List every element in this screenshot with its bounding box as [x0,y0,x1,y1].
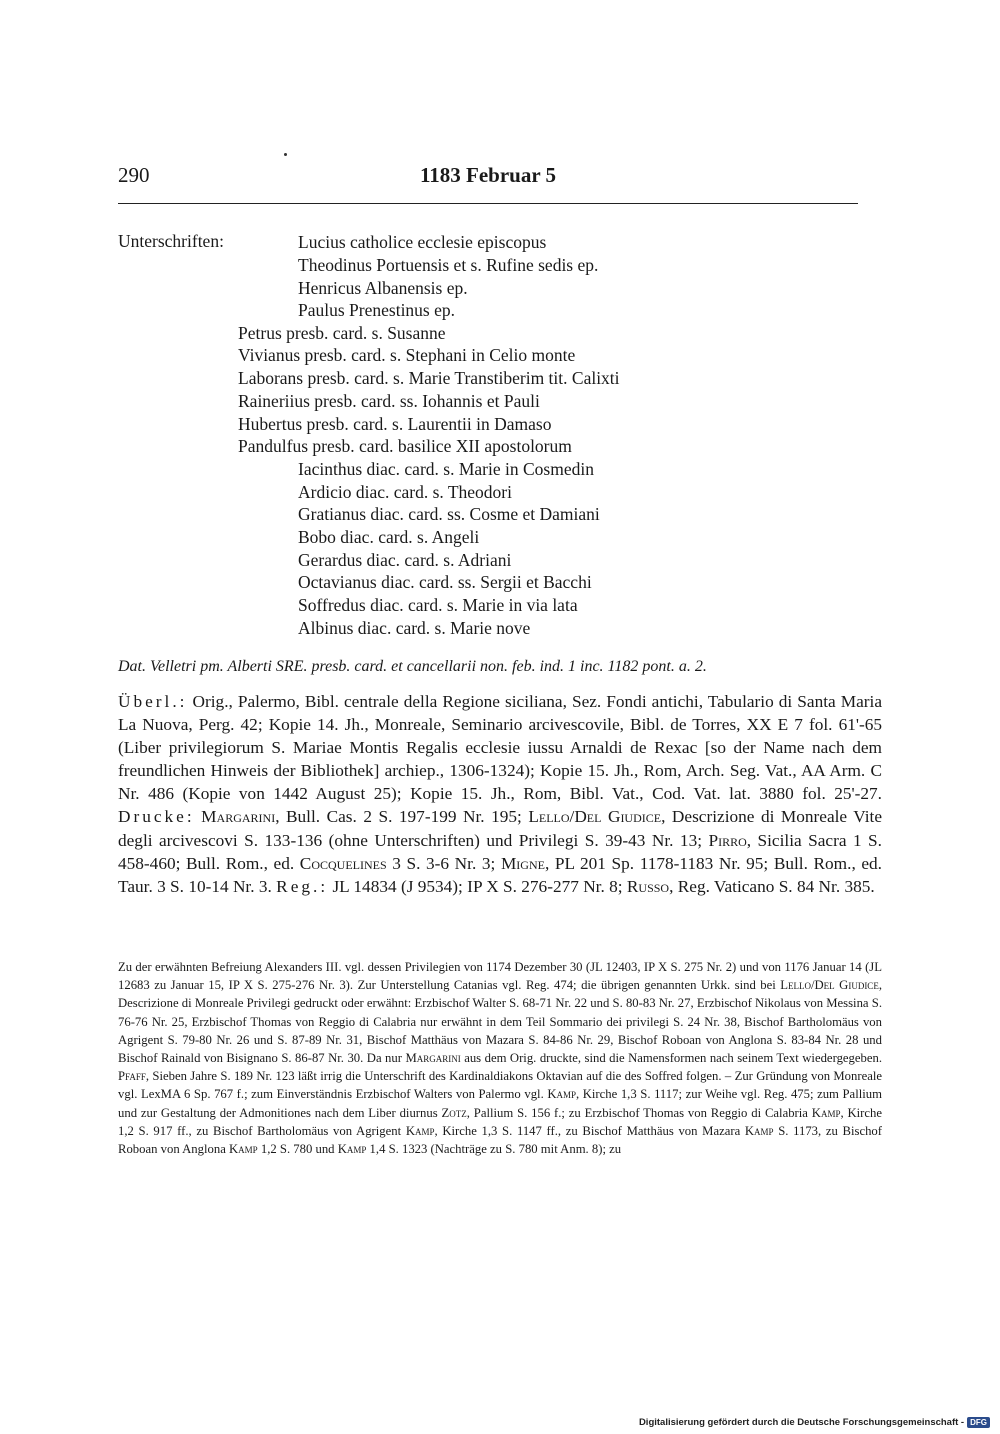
author-name: Cocquelines [299,853,387,873]
signature-line: Paulus Prenestinus ep. [298,300,456,320]
author-name: Zotz [441,1105,467,1120]
author-name: Kamp [405,1123,435,1138]
funding-footer [639,1417,990,1428]
signature-line: Albinus diac. card. s. Marie nove [298,618,531,638]
author-name: Kamp [744,1123,774,1138]
author-name: Kamp [337,1142,367,1157]
footer-text: Digitalisierung gefördert durch die Deutsche Forschungsgemeinschaft - [638,1417,965,1428]
text-run: , Sieben Jahre S. 189 Nr. 123 läßt irrig die Unterschrift des Kardinaldiakons Oktavian auf die des Soffred folgen. – Zur Gründung von Monreale vgl. LexMA 6 Sp. 767 f.; zum Einverständnis Erzbischof Walters von Palermo vgl. [118,1069,882,1102]
signature-line: Henricus Albanensis ep. [298,278,468,298]
author-name: Lello/Del Giudice [528,807,662,827]
author-name: Kamp [811,1105,841,1120]
ueberl-label: Überl.: [118,692,188,711]
signature-line: Gratianus diac. card. ss. Cosme et Damiani [298,504,600,524]
text-run: , PL 201 Sp. 1178-1183 Nr. 95; Bull. Rom., ed. Taur. 3 S. 10-14 Nr. 3. [118,853,882,896]
author-name: Pfaff [118,1069,146,1084]
text-run: , Kirche 1,2 S. 917 ff., zu Bischof Bartholomäus von Agrigent [118,1105,882,1138]
text-run: , Kirche 1,3 S. 1117; zur Weihe vgl. Reg. 475; zum Pallium und zur Gestaltung der Admonitiones nach dem Liber diurnus [118,1087,882,1120]
signature-line: Soffredus diac. card. s. Marie in via lata [298,595,578,615]
signature-line: Octavianus diac. card. ss. Sergii et Bacchi [298,572,592,592]
signature-line: Pandulfus presb. card. basilice XII apostolorum [238,436,572,456]
text-run: , Bull. Cas. 2 S. 197-199 Nr. 195; [275,807,529,827]
page-header [118,163,858,204]
text-run: JL 14834 (J 9534); IP X S. 276-277 Nr. 8; [328,876,627,896]
signature-line: Raineriius presb. card. ss. Iohannis et Pauli [238,391,540,411]
signature-line: Laborans presb. card. s. Marie Transtiberim tit. Calixti [238,368,620,388]
page-title: 1183 Februar 5 [419,163,557,187]
text-run: S. 1173, zu Bischof Roboan von Anglona [118,1123,882,1157]
text-run: aus dem Orig. druckte, sind die Namensformen nach seinem Text wiedergegeben. [460,1051,883,1066]
text-run: , Kirche 1,3 S. 1147 ff., zu Bischof Matthäus von Mazara [434,1123,745,1138]
author-name: Kamp [229,1142,258,1157]
text-run: , Sicilia Sacra 1 S. 458-460; Bull. Rom., ed. [118,830,882,873]
author-name: Russo [626,876,670,896]
commentary-note [118,958,882,1158]
signature-line: Iacinthus diac. card. s. Marie in Cosmedin [298,459,594,479]
author-name: Kamp [547,1087,576,1102]
text-run: 1,2 S. 780 und [257,1142,338,1157]
dfg-logo: DFG [967,1417,990,1428]
text-run: Orig., Palermo, Bibl. centrale della Regione siciliana, Sez. Fondi antichi, Tabulario di Santa Maria La Nuova, Perg. 42; Kopie 14. Jh., Monreale, Seminario arcivescovile, Bibl. de Torres, XX E 7 fol. 61'-65 (Liber privilegiorum S. Mariae Montis Regalis ecclesie iussu Arnaldi de Rexac [so der Name nach dem freundlichen Hinweis der Bibliothek] archiep., 1306-1324); Kopie 15. Jh., Rom, Arch. Seg. Vat., AA Arm. C Nr. 486 (Kopie von 1442 August 25); Kopie 15. Jh., Rom, Bibl. Vat., Cod. Vat. lat. 3880 fol. 25'-27. [118,692,882,804]
text-run: , Pallium S. 156 f.; zu Erzbischof Thomas von Reggio di Calabria [466,1105,812,1120]
signature-line: Petrus presb. card. s. Susanne [238,323,446,343]
text-run: Zu der erwähnten Befreiung Alexanders III. vgl. dessen Privilegien von 1174 Dezember 30 (JL 12403, IP X S. 275 Nr. 2) und von 1176 Januar 14 (JL 12683 zu Januar 15, IP X S. 275-276 Nr. 3). Zur Unterstellung Catanias vgl. Reg. 474; die übrigen genannten Urkk. sind bei [118,960,882,993]
text-run: , Descrizione di Monreale Vite degli arcivescovi S. 133-136 (ohne Unterschriften) und Privilegi S. 39-43 Nr. 13; [118,807,882,850]
text-run: 1,4 S. 1323 (Nachträge zu S. 780 mit Anm. 8); zu [366,1142,622,1157]
author-name: Lello/Del Giudice [780,978,879,993]
dating-clause: Dat. Velletri pm. Alberti SRE. presb. card. et cancellarii non. feb. ind. 1 inc. 1182 pont. a. 2. [118,658,707,675]
signature-line: Vivianus presb. card. s. Stephani in Celio monte [238,345,576,365]
text-run: 3 S. 3-6 Nr. 3; [386,853,501,873]
scan-speck [284,153,287,156]
signature-line: Lucius catholice ecclesie episcopus [298,232,547,252]
author-name: Margarini [405,1051,461,1066]
author-name: Margarini [201,807,276,827]
author-name: Migne [500,853,545,873]
signature-line: Bobo diac. card. s. Angeli [298,527,480,547]
signature-line: Theodinus Portuensis et s. Rufine sedis ep. [298,255,599,275]
signature-line: Ardicio diac. card. s. Theodori [298,482,512,502]
author-name: Pirro [708,830,747,850]
text-run: , Descrizione di Monreale Privilegi gedruckt oder erwähnt: Erzbischof Walter S. 68-71 Nr. 22 und S. 80-83 Nr. 27, Erzbischof Nikolaus von Messina S. 76-76 Nr. 25, Erzbischof Thomas von Reggio di Calabria nur erwähnt in dem Teil Sommario dei privilegi S. 24 Nr. 38, Bischof Bartholomäus von Agrigent S. 79-80 Nr. 26 und S. 87-89 Nr. 31, Bischof Matthäus von Mazara S. 84-86 Nr. 29, Bischof Roboan von Anglona S. 83-84 Nr. 28 und Bischof Rainald von Bisignano S. 86-87 Nr. 30. Da nur [118,978,882,1066]
text-run: , Reg. Vaticano S. 84 Nr. 385. [669,876,875,896]
drucke-label: Drucke: [118,807,195,827]
page-number: 290 [118,163,150,187]
signature-line: Hubertus presb. card. s. Laurentii in Damaso [238,414,552,434]
transmission-paragraph [118,690,882,898]
signature-line: Gerardus diac. card. s. Adriani [298,550,512,570]
signatures-label: Unterschriften: [118,231,224,251]
reg-label: Reg.: [276,876,329,896]
